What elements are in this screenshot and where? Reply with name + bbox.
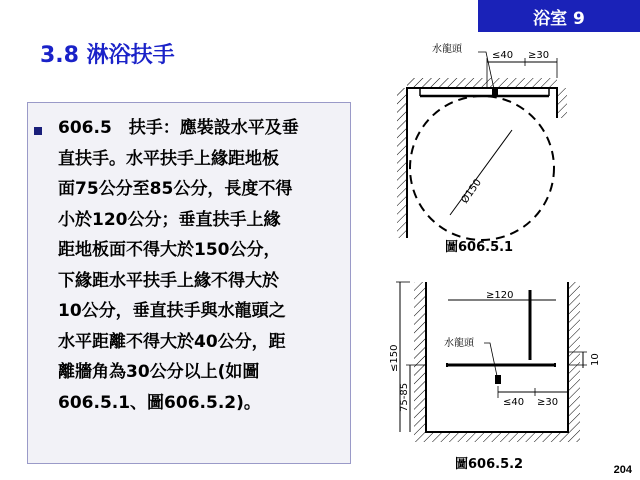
- wall-hatch-left-2: [414, 282, 426, 432]
- body-line: 606.5.1、圖606.5.2)。: [58, 392, 261, 413]
- faucet-label-1: 水龍頭: [432, 44, 462, 55]
- diameter-line: [450, 130, 512, 215]
- body-line: 10公分，垂直扶手與水龍頭之: [58, 301, 286, 321]
- chapter-badge: 浴室 9: [478, 0, 640, 32]
- wall-outline: [407, 88, 557, 238]
- dim-label-ge30-1: ≥30: [528, 50, 550, 61]
- figure-caption-1: 圖606.5.1: [445, 240, 514, 255]
- wall-hatch-top: [407, 78, 557, 88]
- page-number: 204: [613, 464, 632, 476]
- figure-606-5-2: [396, 282, 587, 442]
- figure-606-5-1: [397, 52, 567, 240]
- body-line: 離牆角為30公分以上(如圖: [58, 362, 260, 382]
- wall-hatch-left: [397, 88, 407, 238]
- body-line: 面75公分至85公分，長度不得: [58, 179, 293, 199]
- dim-label-75-85: 75-85: [399, 382, 410, 412]
- dim-label-le150: ≤150: [389, 344, 400, 372]
- body-line: 下緣距水平扶手上緣不得大於: [58, 270, 279, 291]
- faucet-label-2: 水龍頭: [444, 338, 474, 349]
- dim-label-ge120: ≥120: [486, 290, 514, 301]
- dim-label-10: 10: [590, 353, 601, 366]
- wall-outline-2: [426, 282, 568, 432]
- body-line: 直扶手。水平扶手上緣距地板: [58, 148, 279, 169]
- wall-hatch-right: [557, 88, 567, 118]
- body-line: 606.5 扶手：應裝設水平及垂: [58, 118, 299, 138]
- dim-label-ge30-2: ≥30: [537, 397, 559, 408]
- circle-diameter-label: Ø150: [459, 177, 484, 206]
- body-line: 小於120公分；垂直扶手上緣: [58, 209, 281, 230]
- figure-caption-2: 圖606.5.2: [455, 457, 524, 472]
- faucet-leader-2: [484, 343, 497, 376]
- dim-label-le40-2: ≤40: [503, 397, 525, 408]
- section-title: 3.8 淋浴扶手: [40, 43, 175, 68]
- turning-circle: [410, 96, 554, 240]
- faucet-elev: [495, 375, 501, 384]
- wall-hatch-right-2: [568, 282, 580, 432]
- body-line: 水平距離不得大於40公分，距: [58, 331, 286, 352]
- faucet-plan: [492, 89, 498, 97]
- floor-hatch: [414, 432, 580, 442]
- body-line: 距地板面不得大於150公分，: [58, 240, 281, 260]
- dim-label-le40-1: ≤40: [492, 50, 514, 61]
